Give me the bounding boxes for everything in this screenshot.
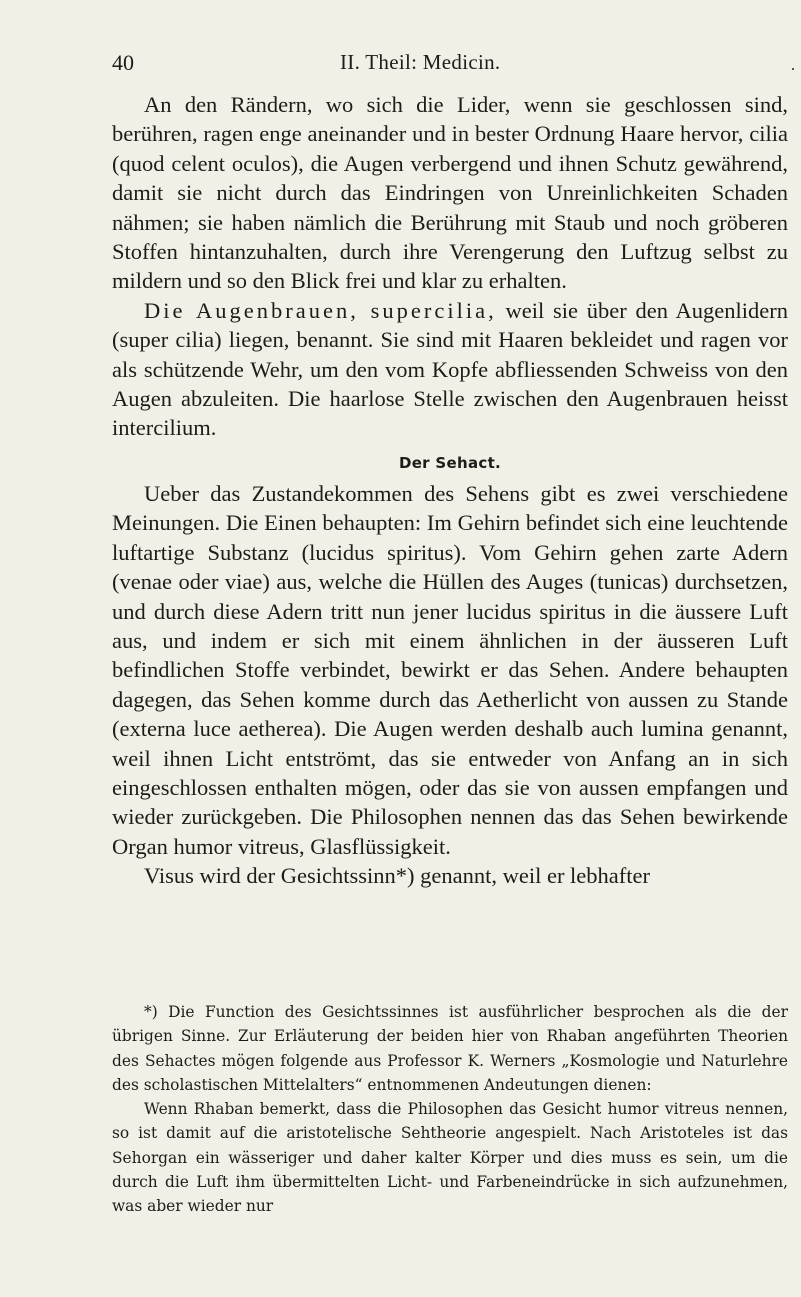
footnotes (112, 1000, 788, 1219)
main-text (112, 90, 788, 891)
paragraph-eyebrows (112, 296, 788, 443)
running-head: II. Theil: Medicin. (340, 50, 501, 74)
paragraph-eyebrows-text: weil sie über den Augenlidern (super cilia) liegen, benannt. Sie sind mit Haaren bekleidet und ragen vor als schützende Wehr, um den vom Kopfe abfliessenden Schweiss von den Augen abzuleiten. Die haarlose Stelle zwischen den Augenbrauen heisst intercilium. (112, 297, 788, 441)
page-header (112, 50, 792, 80)
footnote-2: Wenn Rhaban bemerkt, dass die Philosophen das Gesicht humor vitreus nennen, so ist damit auf die aristotelische Sehtheorie angespielt. Nach Aristoteles ist das Sehorgan ein wässeriger und daher kalter Körper und dies muss es sein, um die durch die Luft ihm übermittelten Licht- und Farbeneindrücke in sich aufzunehmen, was aber wieder nur (112, 1100, 788, 1216)
term-augenbrauen: Die Augenbrauen, supercilia, (144, 297, 497, 323)
footnote-1: *) Die Function des Gesichtssinnes ist ausführlicher besprochen als die der übrigen Sinne. Zur Erläuterung der beiden hier von Rhaban angeführten Theorien des Sehactes mögen folgende aus Professor K. Werners „Kosmologie und Naturlehre des scholastischen Mittelalters“ entnommenen Andeutungen dienen: (112, 1003, 788, 1094)
paragraph-sehact: Ueber das Zustandekommen des Sehens gibt es zwei verschiedene Meinungen. Die Einen behaupten: Im Gehirn befindet sich eine leuchtende luftartige Substanz (lucidus spiritus). Vom Gehirn gehen zarte Adern (venae oder viae) aus, welche die Hüllen des Auges (tunicas) durchsetzen, und durch diese Adern tritt nun jener lucidus spiritus in die äussere Luft aus, und indem er sich mit einem ähnlichen in der äusseren Luft befindlichen Stoffe verbindet, bewirkt er das Sehen. Andere behaupten dagegen, das Sehen komme durch das Aetherlicht von aussen zu Stande (externa luce aetherea). Die Augen werden deshalb auch lumina genannt, weil ihnen Licht entströmt, das sie entweder von Anfang an in sich eingeschlossen enthalten mögen, oder das sie von aussen empfangen und wieder zurückgeben. Die Philosophen nennen das das Sehen bewirkende Organ humor vitreus, Glasflüssigkeit. (112, 480, 788, 859)
page-number: 40 (112, 50, 134, 75)
paragraph-visus: Visus wird der Gesichtssinn*) genannt, weil er lebhafter (144, 863, 651, 889)
margin-mark (792, 68, 794, 70)
section-heading: Der Sehact. (398, 453, 502, 472)
paragraph-eyelashes: An den Rändern, wo sich die Lider, wenn sie geschlossen sind, berühren, ragen enge aneinander und in bester Ordnung Haare hervor, cilia (quod celent oculos), die Augen verbergend und ihnen Schutz gewährend, damit sie nicht durch das Eindringen von Unreinlichkeiten Schaden nähmen; sie haben nämlich die Berührung mit Staub und noch gröberen Stoffen hintanzuhalten, durch ihre Verengerung den Luftzug selbst zu mildern und so den Blick frei und klar zu erhalten. (112, 92, 788, 294)
